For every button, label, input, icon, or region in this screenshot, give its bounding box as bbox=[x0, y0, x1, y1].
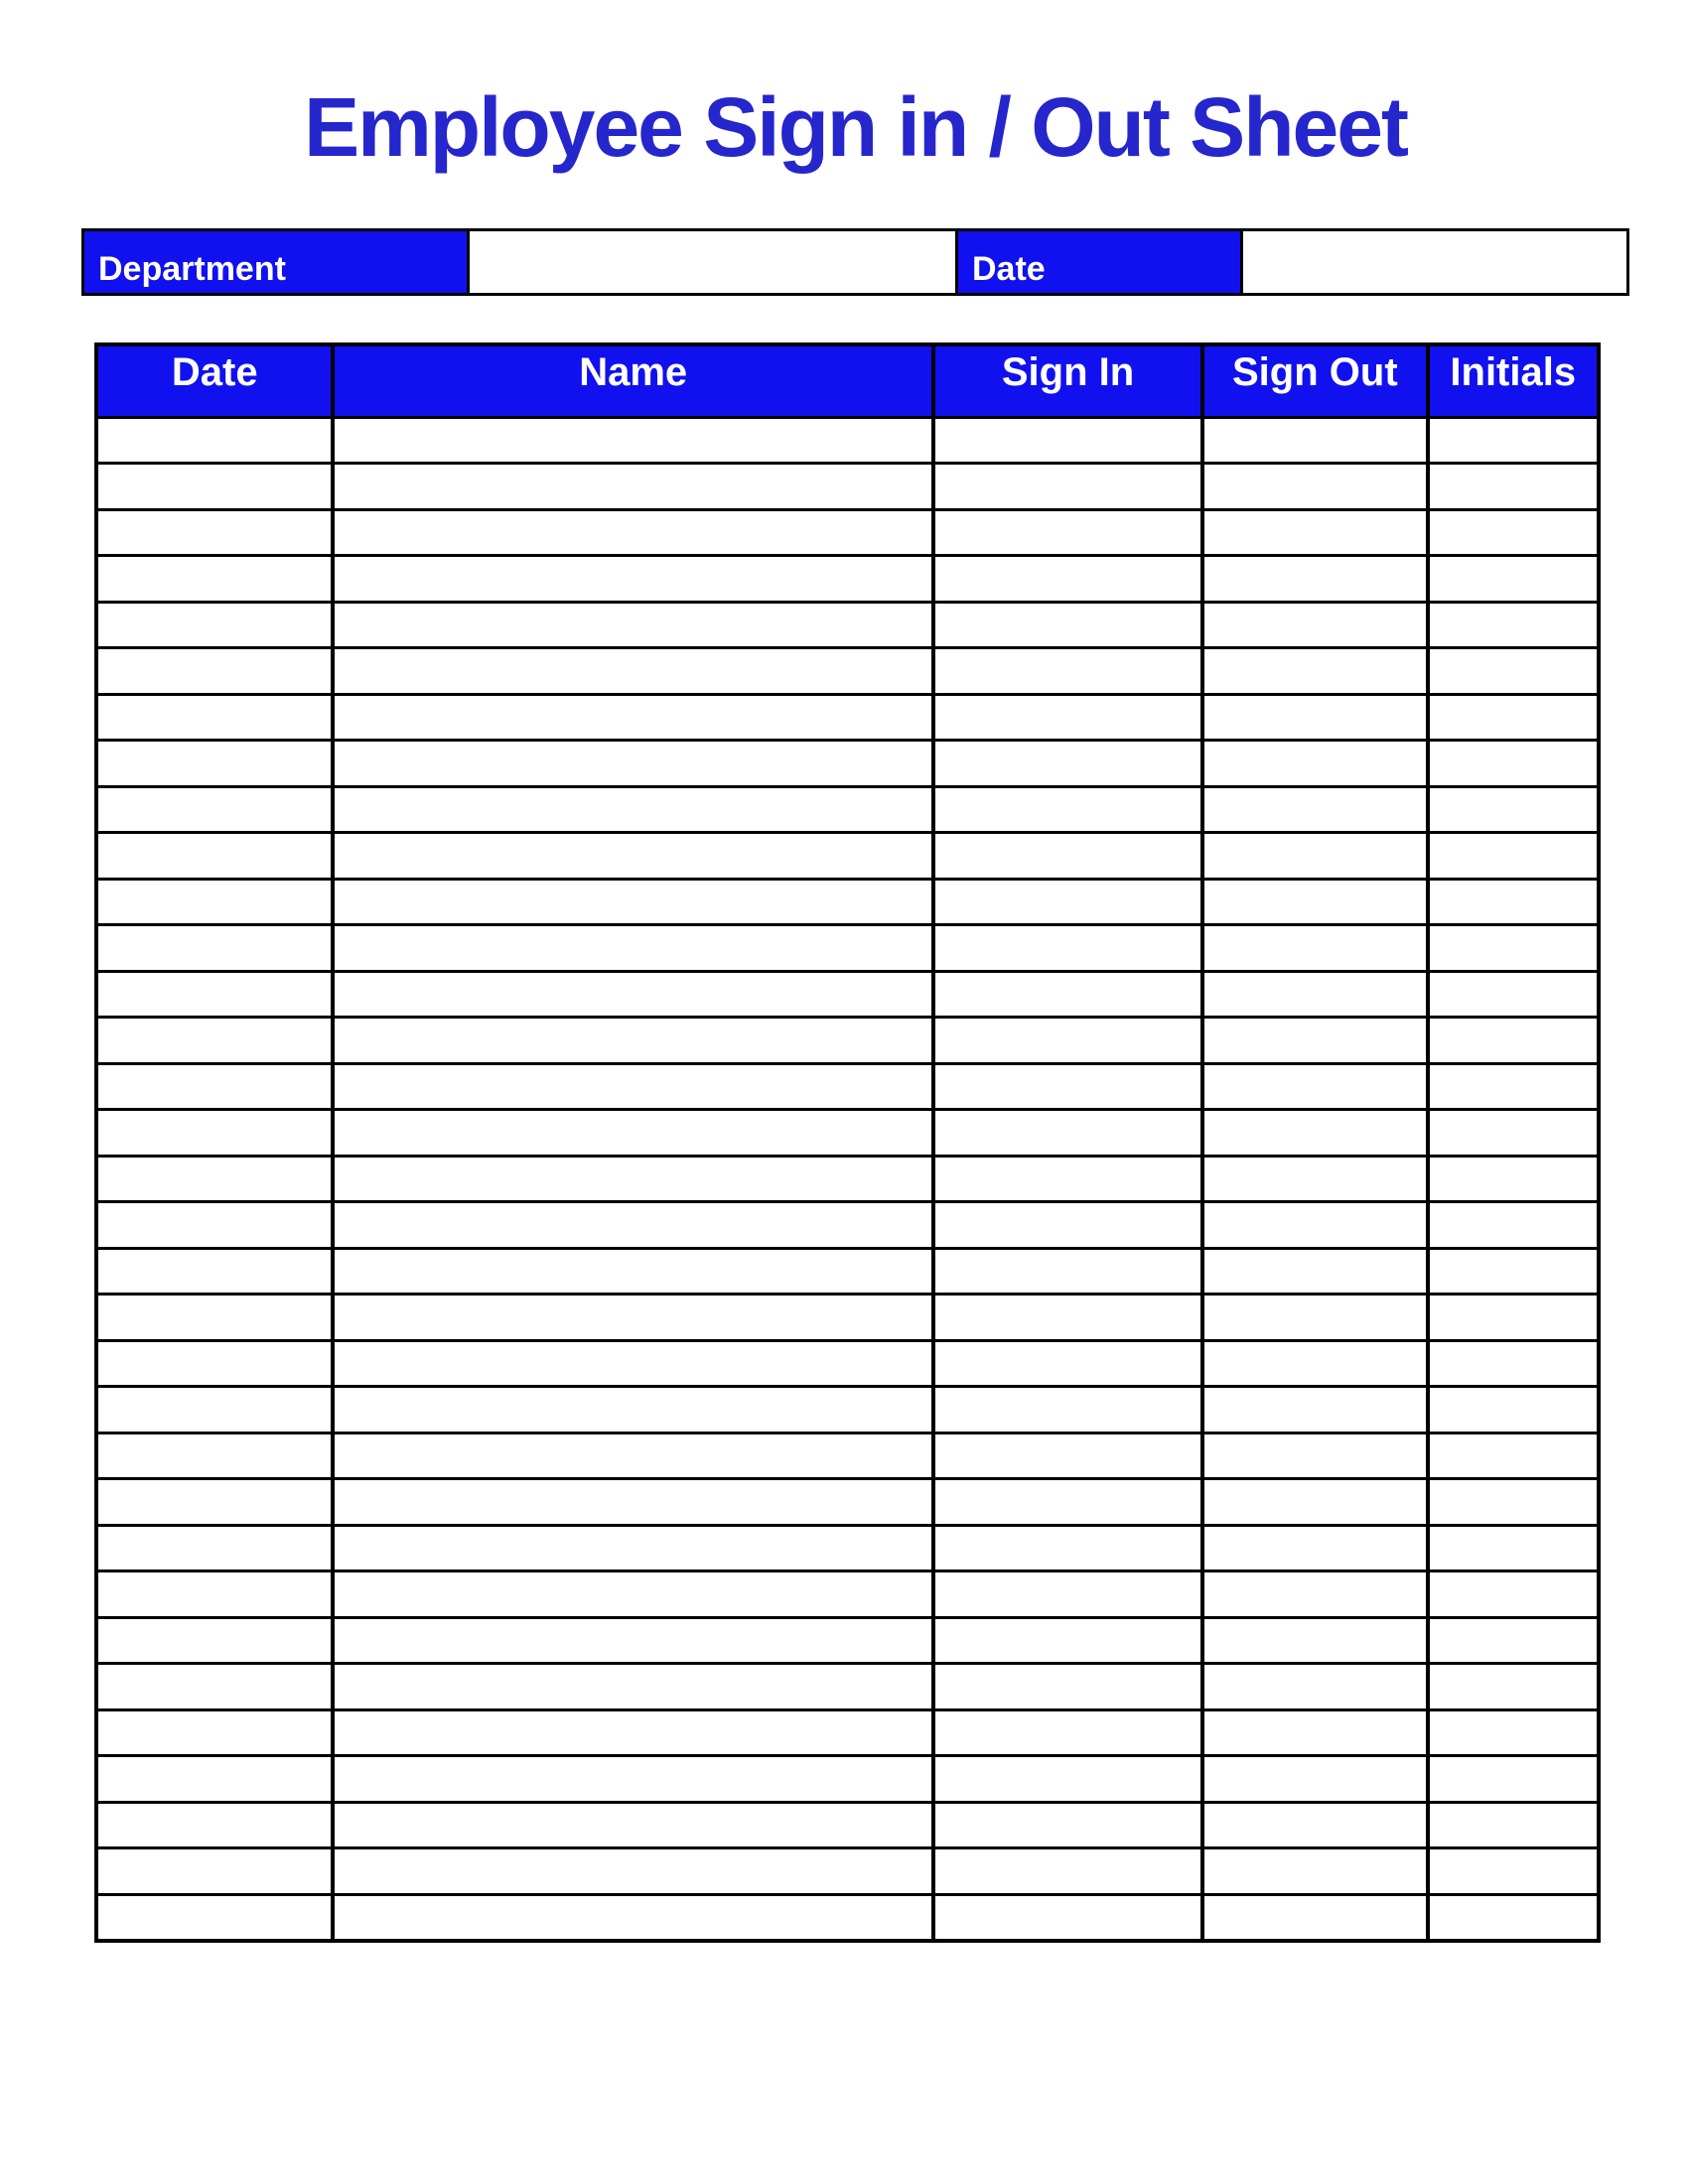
cell-sign-out[interactable] bbox=[1202, 1709, 1427, 1756]
cell-date[interactable] bbox=[96, 1571, 333, 1618]
cell-sign-in[interactable] bbox=[933, 1617, 1202, 1664]
cell-sign-out[interactable] bbox=[1202, 464, 1427, 510]
table-row bbox=[96, 1894, 1599, 1941]
cell-sign-in[interactable] bbox=[933, 1433, 1202, 1479]
cell-date[interactable] bbox=[96, 925, 333, 972]
table-row bbox=[96, 648, 1599, 695]
cell-initials[interactable] bbox=[1428, 464, 1600, 510]
cell-name[interactable] bbox=[333, 1248, 932, 1295]
cell-sign-in[interactable] bbox=[933, 1664, 1202, 1710]
table-row bbox=[96, 971, 1599, 1018]
cell-sign-out[interactable] bbox=[1202, 694, 1427, 741]
cell-name[interactable] bbox=[333, 1525, 932, 1571]
table-row bbox=[96, 602, 1599, 648]
table-row bbox=[96, 417, 1599, 464]
cell-name[interactable] bbox=[333, 1018, 932, 1064]
cell-date[interactable] bbox=[96, 1202, 333, 1249]
cell-sign-out[interactable] bbox=[1202, 509, 1427, 556]
table-row bbox=[96, 1756, 1599, 1803]
cell-date[interactable] bbox=[96, 1063, 333, 1110]
cell-sign-in[interactable] bbox=[933, 925, 1202, 972]
cell-sign-out[interactable] bbox=[1202, 1756, 1427, 1803]
cell-initials[interactable] bbox=[1428, 509, 1600, 556]
cell-date[interactable] bbox=[96, 741, 333, 787]
cell-sign-out[interactable] bbox=[1202, 833, 1427, 880]
cell-initials[interactable] bbox=[1428, 556, 1600, 603]
cell-initials[interactable] bbox=[1428, 417, 1600, 464]
cell-date[interactable] bbox=[96, 833, 333, 880]
cell-sign-out[interactable] bbox=[1202, 417, 1427, 464]
cell-sign-in[interactable] bbox=[933, 509, 1202, 556]
cell-sign-in[interactable] bbox=[933, 602, 1202, 648]
cell-sign-out[interactable] bbox=[1202, 1063, 1427, 1110]
cell-name[interactable] bbox=[333, 1617, 932, 1664]
cell-initials[interactable] bbox=[1428, 1110, 1600, 1157]
cell-date[interactable] bbox=[96, 1894, 333, 1941]
cell-initials[interactable] bbox=[1428, 1295, 1600, 1341]
cell-initials[interactable] bbox=[1428, 1340, 1600, 1387]
cell-sign-in[interactable] bbox=[933, 1479, 1202, 1526]
cell-initials[interactable] bbox=[1428, 1433, 1600, 1479]
cell-name[interactable] bbox=[333, 417, 932, 464]
cell-name[interactable] bbox=[333, 1295, 932, 1341]
cell-date[interactable] bbox=[96, 1525, 333, 1571]
cell-date[interactable] bbox=[96, 1802, 333, 1848]
cell-sign-out[interactable] bbox=[1202, 1848, 1427, 1895]
cell-sign-in[interactable] bbox=[933, 971, 1202, 1018]
cell-sign-in[interactable] bbox=[933, 1063, 1202, 1110]
cell-name[interactable] bbox=[333, 1848, 932, 1895]
cell-date[interactable] bbox=[96, 602, 333, 648]
table-row bbox=[96, 1248, 1599, 1295]
meta-bar bbox=[81, 228, 1629, 296]
cell-sign-out[interactable] bbox=[1202, 1340, 1427, 1387]
cell-sign-out[interactable] bbox=[1202, 1571, 1427, 1618]
cell-date[interactable] bbox=[96, 1848, 333, 1895]
cell-name[interactable] bbox=[333, 741, 932, 787]
cell-name[interactable] bbox=[333, 1664, 932, 1710]
cell-name[interactable] bbox=[333, 1709, 932, 1756]
table-body bbox=[96, 417, 1599, 1941]
cell-name[interactable] bbox=[333, 1433, 932, 1479]
cell-sign-in[interactable] bbox=[933, 1202, 1202, 1249]
cell-date[interactable] bbox=[96, 1664, 333, 1710]
cell-sign-out[interactable] bbox=[1202, 971, 1427, 1018]
cell-initials[interactable] bbox=[1428, 694, 1600, 741]
cell-sign-out[interactable] bbox=[1202, 1433, 1427, 1479]
table-row bbox=[96, 1479, 1599, 1526]
cell-initials[interactable] bbox=[1428, 925, 1600, 972]
column-header-sign-out: Sign Out bbox=[1202, 344, 1427, 417]
cell-sign-out[interactable] bbox=[1202, 925, 1427, 972]
cell-sign-out[interactable] bbox=[1202, 879, 1427, 925]
cell-sign-out[interactable] bbox=[1202, 1387, 1427, 1433]
table-row bbox=[96, 694, 1599, 741]
cell-sign-out[interactable] bbox=[1202, 1156, 1427, 1202]
cell-date[interactable] bbox=[96, 1709, 333, 1756]
cell-name[interactable] bbox=[333, 1479, 932, 1526]
table-row bbox=[96, 833, 1599, 880]
cell-name[interactable] bbox=[333, 1340, 932, 1387]
cell-sign-out[interactable] bbox=[1202, 1248, 1427, 1295]
department-label: Department bbox=[98, 250, 286, 288]
cell-name[interactable] bbox=[333, 925, 932, 972]
cell-initials[interactable] bbox=[1428, 1248, 1600, 1295]
cell-date[interactable] bbox=[96, 648, 333, 695]
table-row bbox=[96, 1525, 1599, 1571]
cell-date[interactable] bbox=[96, 1248, 333, 1295]
cell-date[interactable] bbox=[96, 694, 333, 741]
column-header-name: Name bbox=[333, 344, 932, 417]
cell-sign-out[interactable] bbox=[1202, 1525, 1427, 1571]
cell-date[interactable] bbox=[96, 1387, 333, 1433]
cell-sign-in[interactable] bbox=[933, 648, 1202, 695]
cell-sign-in[interactable] bbox=[933, 694, 1202, 741]
cell-initials[interactable] bbox=[1428, 741, 1600, 787]
cell-sign-in[interactable] bbox=[933, 786, 1202, 833]
table-row bbox=[96, 1110, 1599, 1157]
table-row bbox=[96, 1617, 1599, 1664]
cell-sign-in[interactable] bbox=[933, 464, 1202, 510]
cell-initials[interactable] bbox=[1428, 1894, 1600, 1941]
cell-date[interactable] bbox=[96, 879, 333, 925]
table-row bbox=[96, 925, 1599, 972]
cell-name[interactable] bbox=[333, 833, 932, 880]
table-row bbox=[96, 741, 1599, 787]
cell-name[interactable] bbox=[333, 1894, 932, 1941]
cell-sign-out[interactable] bbox=[1202, 741, 1427, 787]
cell-sign-in[interactable] bbox=[933, 1525, 1202, 1571]
cell-sign-out[interactable] bbox=[1202, 1894, 1427, 1941]
cell-initials[interactable] bbox=[1428, 1664, 1600, 1710]
cell-date[interactable] bbox=[96, 1617, 333, 1664]
table-row bbox=[96, 1664, 1599, 1710]
cell-date[interactable] bbox=[96, 971, 333, 1018]
cell-initials[interactable] bbox=[1428, 1156, 1600, 1202]
cell-initials[interactable] bbox=[1428, 971, 1600, 1018]
cell-sign-out[interactable] bbox=[1202, 1018, 1427, 1064]
cell-sign-out[interactable] bbox=[1202, 1110, 1427, 1157]
table-row bbox=[96, 1848, 1599, 1895]
cell-name[interactable] bbox=[333, 1063, 932, 1110]
cell-initials[interactable] bbox=[1428, 1617, 1600, 1664]
cell-sign-out[interactable] bbox=[1202, 648, 1427, 695]
cell-sign-in[interactable] bbox=[933, 1756, 1202, 1803]
cell-sign-in[interactable] bbox=[933, 1340, 1202, 1387]
cell-sign-in[interactable] bbox=[933, 1709, 1202, 1756]
cell-initials[interactable] bbox=[1428, 833, 1600, 880]
cell-sign-out[interactable] bbox=[1202, 556, 1427, 603]
cell-initials[interactable] bbox=[1428, 1202, 1600, 1249]
department-label-cell bbox=[81, 228, 470, 296]
cell-name[interactable] bbox=[333, 1387, 932, 1433]
cell-name[interactable] bbox=[333, 1571, 932, 1618]
cell-initials[interactable] bbox=[1428, 1709, 1600, 1756]
sign-in-out-table bbox=[94, 342, 1601, 1943]
column-header-date: Date bbox=[96, 344, 333, 417]
cell-sign-out[interactable] bbox=[1202, 602, 1427, 648]
cell-sign-out[interactable] bbox=[1202, 1479, 1427, 1526]
cell-name[interactable] bbox=[333, 879, 932, 925]
table-row bbox=[96, 1018, 1599, 1064]
cell-sign-in[interactable] bbox=[933, 1848, 1202, 1895]
cell-sign-out[interactable] bbox=[1202, 786, 1427, 833]
cell-date[interactable] bbox=[96, 464, 333, 510]
cell-date[interactable] bbox=[96, 417, 333, 464]
cell-sign-in[interactable] bbox=[933, 1802, 1202, 1848]
table-row bbox=[96, 1202, 1599, 1249]
cell-date[interactable] bbox=[96, 786, 333, 833]
cell-date[interactable] bbox=[96, 1110, 333, 1157]
column-header-initials: Initials bbox=[1428, 344, 1600, 417]
cell-date[interactable] bbox=[96, 1156, 333, 1202]
cell-sign-out[interactable] bbox=[1202, 1295, 1427, 1341]
cell-name[interactable] bbox=[333, 1202, 932, 1249]
cell-sign-in[interactable] bbox=[933, 1156, 1202, 1202]
cell-name[interactable] bbox=[333, 694, 932, 741]
cell-initials[interactable] bbox=[1428, 1479, 1600, 1526]
cell-initials[interactable] bbox=[1428, 879, 1600, 925]
cell-name[interactable] bbox=[333, 602, 932, 648]
column-header-sign-in: Sign In bbox=[933, 344, 1202, 417]
table-row bbox=[96, 1802, 1599, 1848]
table-row bbox=[96, 464, 1599, 510]
date-value-field[interactable] bbox=[1240, 228, 1629, 296]
table-row bbox=[96, 509, 1599, 556]
cell-sign-in[interactable] bbox=[933, 556, 1202, 603]
table-row bbox=[96, 1063, 1599, 1110]
cell-sign-out[interactable] bbox=[1202, 1664, 1427, 1710]
cell-initials[interactable] bbox=[1428, 602, 1600, 648]
cell-initials[interactable] bbox=[1428, 786, 1600, 833]
cell-sign-in[interactable] bbox=[933, 1110, 1202, 1157]
cell-sign-in[interactable] bbox=[933, 741, 1202, 787]
cell-initials[interactable] bbox=[1428, 1387, 1600, 1433]
cell-sign-in[interactable] bbox=[933, 833, 1202, 880]
department-value-field[interactable] bbox=[467, 228, 958, 296]
table-row bbox=[96, 1156, 1599, 1202]
cell-sign-in[interactable] bbox=[933, 879, 1202, 925]
table-row bbox=[96, 1433, 1599, 1479]
cell-sign-in[interactable] bbox=[933, 1295, 1202, 1341]
cell-name[interactable] bbox=[333, 786, 932, 833]
cell-date[interactable] bbox=[96, 1479, 333, 1526]
cell-name[interactable] bbox=[333, 648, 932, 695]
cell-sign-in[interactable] bbox=[933, 417, 1202, 464]
cell-sign-in[interactable] bbox=[933, 1894, 1202, 1941]
date-label-cell bbox=[955, 228, 1243, 296]
cell-name[interactable] bbox=[333, 1756, 932, 1803]
cell-date[interactable] bbox=[96, 1433, 333, 1479]
cell-date[interactable] bbox=[96, 509, 333, 556]
table-header-row bbox=[96, 344, 1599, 417]
table-row bbox=[96, 1571, 1599, 1618]
cell-name[interactable] bbox=[333, 1802, 932, 1848]
cell-initials[interactable] bbox=[1428, 648, 1600, 695]
cell-initials[interactable] bbox=[1428, 1756, 1600, 1803]
cell-sign-in[interactable] bbox=[933, 1387, 1202, 1433]
table-row bbox=[96, 1709, 1599, 1756]
table-row bbox=[96, 1340, 1599, 1387]
table-row bbox=[96, 879, 1599, 925]
cell-initials[interactable] bbox=[1428, 1063, 1600, 1110]
table-row bbox=[96, 556, 1599, 603]
cell-name[interactable] bbox=[333, 971, 932, 1018]
cell-date[interactable] bbox=[96, 1295, 333, 1341]
cell-sign-in[interactable] bbox=[933, 1248, 1202, 1295]
cell-date[interactable] bbox=[96, 1756, 333, 1803]
date-label: Date bbox=[972, 250, 1046, 288]
cell-sign-out[interactable] bbox=[1202, 1802, 1427, 1848]
table-row bbox=[96, 786, 1599, 833]
cell-name[interactable] bbox=[333, 464, 932, 510]
cell-date[interactable] bbox=[96, 556, 333, 603]
cell-initials[interactable] bbox=[1428, 1848, 1600, 1895]
page-title: Employee Sign in / Out Sheet bbox=[304, 80, 1407, 174]
cell-date[interactable] bbox=[96, 1340, 333, 1387]
cell-initials[interactable] bbox=[1428, 1802, 1600, 1848]
cell-sign-in[interactable] bbox=[933, 1571, 1202, 1618]
cell-name[interactable] bbox=[333, 509, 932, 556]
cell-name[interactable] bbox=[333, 1156, 932, 1202]
table-row bbox=[96, 1387, 1599, 1433]
table-row bbox=[96, 1295, 1599, 1341]
cell-initials[interactable] bbox=[1428, 1525, 1600, 1571]
cell-sign-out[interactable] bbox=[1202, 1617, 1427, 1664]
cell-sign-in[interactable] bbox=[933, 1018, 1202, 1064]
cell-initials[interactable] bbox=[1428, 1571, 1600, 1618]
cell-initials[interactable] bbox=[1428, 1018, 1600, 1064]
cell-name[interactable] bbox=[333, 556, 932, 603]
cell-sign-out[interactable] bbox=[1202, 1202, 1427, 1249]
cell-date[interactable] bbox=[96, 1018, 333, 1064]
cell-name[interactable] bbox=[333, 1110, 932, 1157]
